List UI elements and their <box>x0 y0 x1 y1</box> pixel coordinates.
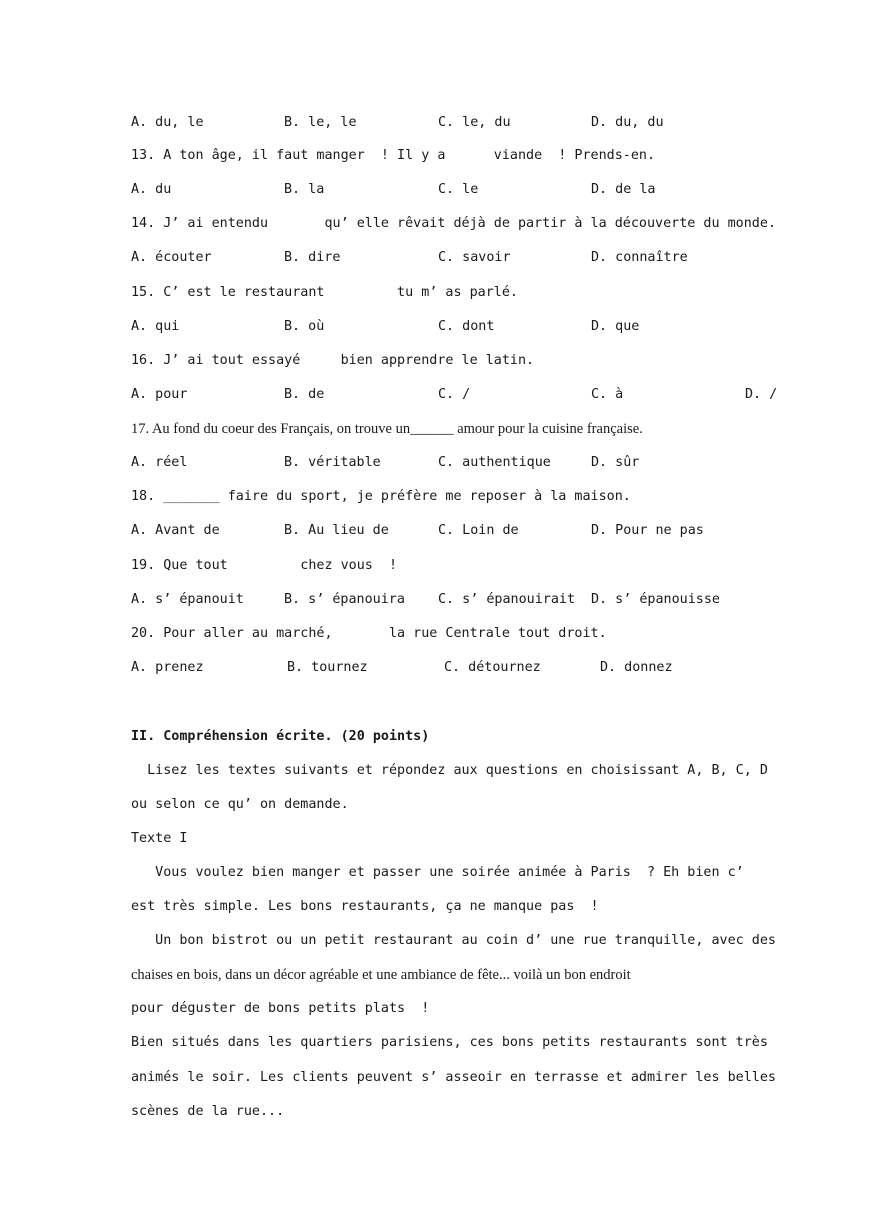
q17-option-a: A. réel <box>131 455 188 470</box>
q14-option-d: D. connaître <box>591 250 688 265</box>
q13-option-a: A. du <box>131 182 172 197</box>
q20-option-b: B. tournez <box>287 660 368 675</box>
q18-option-c: C. Loin de <box>438 523 519 538</box>
section-2-instruction-line-2: ou selon ce qu’ on demande. <box>131 797 349 812</box>
q16-option-d: D. / <box>745 387 778 402</box>
q19-option-a: A. s’ épanouit <box>131 592 244 607</box>
q12-option-c: C. le, du <box>438 115 511 130</box>
q17-option-c: C. authentique <box>438 455 551 470</box>
texte-1-paragraph-3-line-1: Bien situés dans les quartiers parisiens, ces bons petits restaurants sont très <box>131 1035 768 1050</box>
texte-1-paragraph-2-line-1: Un bon bistrot ou un petit restaurant au coin d’ une rue tranquille, avec des <box>131 933 776 948</box>
question-16-stem: 16. J’ ai tout essayé bien apprendre le latin. <box>131 353 535 368</box>
question-15-stem: 15. C’ est le restaurant tu m’ as parlé. <box>131 285 518 300</box>
question-18-stem: 18. _______ faire du sport, je préfère me reposer à la maison. <box>131 489 631 504</box>
q13-option-d: D. de la <box>591 182 656 197</box>
q16-option-c2: C. à <box>591 387 624 402</box>
texte-1-paragraph-2-line-2: chaises en bois, dans un décor agréable et une ambiance de fête... voilà un bon endroit <box>131 967 631 983</box>
q19-option-d: D. s’ épanouisse <box>591 592 720 607</box>
q14-option-a: A. écouter <box>131 250 212 265</box>
q13-option-c: C. le <box>438 182 479 197</box>
q16-option-a: A. pour <box>131 387 188 402</box>
section-2-heading: II. Compréhension écrite. (20 points) <box>131 729 430 744</box>
q18-option-b: B. Au lieu de <box>284 523 389 538</box>
q14-option-b: B. dire <box>284 250 341 265</box>
question-14-stem: 14. J’ ai entendu qu’ elle rêvait déjà de partir à la découverte du monde. <box>131 216 776 231</box>
q15-option-a: A. qui <box>131 319 180 334</box>
q16-option-b: B. de <box>284 387 325 402</box>
texte-1-paragraph-3-line-2: animés le soir. Les clients peuvent s’ asseoir en terrasse et admirer les belles <box>131 1070 776 1085</box>
q16-option-c1: C. / <box>438 387 471 402</box>
q12-option-a: A. du, le <box>131 115 204 130</box>
texte-1-paragraph-1-line-2: est très simple. Les bons restaurants, ça ne manque pas ! <box>131 899 599 914</box>
q12-option-b: B. le, le <box>284 115 357 130</box>
q15-option-b: B. où <box>284 319 325 334</box>
question-17-stem: 17. Au fond du coeur des Français, on trouve un______ amour pour la cuisine française. <box>131 421 643 437</box>
texte-1-paragraph-2-line-3: pour déguster de bons petits plats ! <box>131 1001 430 1016</box>
q20-option-c: C. détournez <box>444 660 541 675</box>
texte-1-paragraph-3-line-3: scènes de la rue... <box>131 1104 285 1119</box>
texte-1-label: Texte I <box>131 831 188 846</box>
q12-option-d: D. du, du <box>591 115 664 130</box>
texte-1-paragraph-1-line-1: Vous voulez bien manger et passer une soirée animée à Paris ? Eh bien c’ <box>131 865 744 880</box>
section-2-instruction-line-1: Lisez les textes suivants et répondez aux questions en choisissant A, B, C, D <box>131 763 768 778</box>
q15-option-c: C. dont <box>438 319 495 334</box>
q18-option-a: A. Avant de <box>131 523 220 538</box>
q13-option-b: B. la <box>284 182 325 197</box>
q20-option-d: D. donnez <box>600 660 673 675</box>
q14-option-c: C. savoir <box>438 250 511 265</box>
q19-option-b: B. s’ épanouira <box>284 592 405 607</box>
question-19-stem: 19. Que tout chez vous ! <box>131 558 398 573</box>
q18-option-d: D. Pour ne pas <box>591 523 704 538</box>
q20-option-a: A. prenez <box>131 660 204 675</box>
q17-option-d: D. sûr <box>591 455 640 470</box>
question-13-stem: 13. A ton âge, il faut manger ! Il y a viande ! Prends-en. <box>131 148 656 163</box>
q17-option-b: B. véritable <box>284 455 381 470</box>
q19-option-c: C. s’ épanouirait <box>438 592 576 607</box>
q15-option-d: D. que <box>591 319 640 334</box>
question-20-stem: 20. Pour aller au marché, la rue Centrale tout droit. <box>131 626 607 641</box>
